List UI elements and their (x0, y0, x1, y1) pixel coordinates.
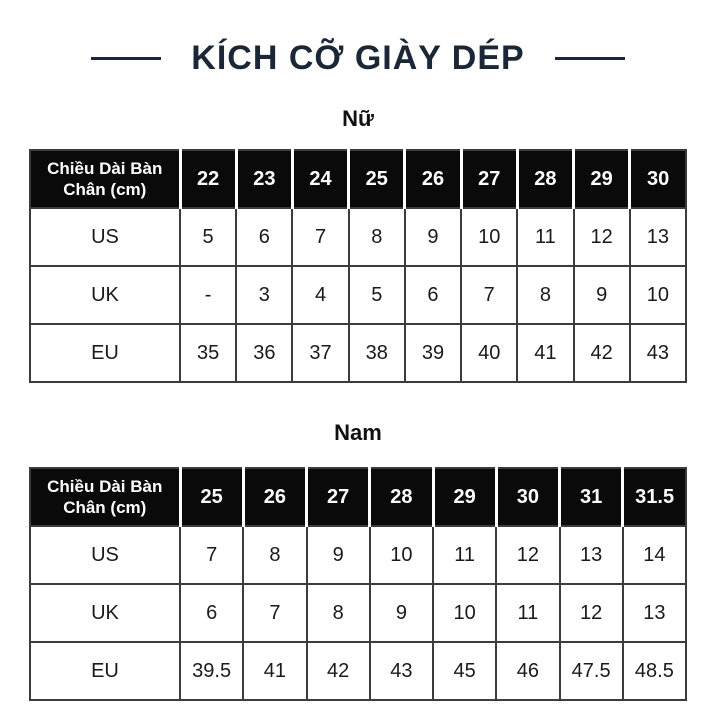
foot-length-value-cell: 28 (517, 150, 573, 208)
men-section-label: Nam (334, 420, 382, 445)
size-value-cell: 43 (370, 642, 433, 700)
size-value-cell: 7 (180, 526, 243, 584)
size-value-cell: 10 (461, 208, 517, 266)
men-size-table (29, 467, 687, 701)
men-sizes-section (0, 420, 716, 701)
foot-length-value-cell: 26 (243, 468, 306, 526)
foot-length-value-cell: 28 (370, 468, 433, 526)
foot-length-value-cell: 31 (560, 468, 623, 526)
size-value-cell: 43 (630, 324, 686, 382)
size-value-cell: 46 (496, 642, 559, 700)
title-dash-left (91, 57, 161, 60)
size-row-us (30, 526, 686, 584)
foot-length-value-cell: 27 (461, 150, 517, 208)
size-standard-label: EU (30, 324, 180, 382)
size-value-cell: 3 (236, 266, 292, 324)
size-value-cell: 9 (574, 266, 630, 324)
size-value-cell: 8 (243, 526, 306, 584)
size-value-cell: 45 (433, 642, 496, 700)
size-value-cell: 35 (180, 324, 236, 382)
foot-length-value-cell: 31.5 (623, 468, 686, 526)
size-value-cell: 8 (349, 208, 405, 266)
size-value-cell: 36 (236, 324, 292, 382)
foot-length-value-cell: 29 (433, 468, 496, 526)
foot-length-value-cell: 23 (236, 150, 292, 208)
size-value-cell: 10 (370, 526, 433, 584)
size-value-cell: 5 (180, 208, 236, 266)
size-value-cell: 13 (560, 526, 623, 584)
size-value-cell: 13 (623, 584, 686, 642)
foot-length-value-cell: 27 (307, 468, 370, 526)
size-value-cell: 48.5 (623, 642, 686, 700)
size-value-cell: 12 (574, 208, 630, 266)
size-value-cell: 8 (517, 266, 573, 324)
size-value-cell: 9 (307, 526, 370, 584)
size-value-cell: 14 (623, 526, 686, 584)
size-value-cell: 6 (236, 208, 292, 266)
size-value-cell: 4 (292, 266, 348, 324)
title-dash-right (555, 57, 625, 60)
size-row-us (30, 208, 686, 266)
size-row-eu (30, 642, 686, 700)
size-standard-label: EU (30, 642, 180, 700)
size-row-uk (30, 266, 686, 324)
foot-length-value-cell: 25 (180, 468, 243, 526)
foot-length-value-cell: 30 (630, 150, 686, 208)
size-value-cell: 47.5 (560, 642, 623, 700)
size-value-cell: 9 (405, 208, 461, 266)
size-standard-label: US (30, 208, 180, 266)
size-value-cell: 6 (405, 266, 461, 324)
page-title: KÍCH CỠ GIÀY DÉP (191, 38, 525, 77)
size-value-cell: 12 (496, 526, 559, 584)
foot-length-header-cell: Chiều Dài Bàn Chân (cm) (30, 150, 180, 208)
size-value-cell: 42 (574, 324, 630, 382)
size-value-cell: 8 (307, 584, 370, 642)
size-value-cell: 11 (433, 526, 496, 584)
foot-length-value-cell: 29 (574, 150, 630, 208)
size-value-cell: 39 (405, 324, 461, 382)
size-value-cell: 11 (496, 584, 559, 642)
size-value-cell: 41 (243, 642, 306, 700)
size-value-cell: 7 (243, 584, 306, 642)
size-standard-label: UK (30, 584, 180, 642)
size-value-cell: 10 (630, 266, 686, 324)
women-table-header-row (30, 150, 686, 208)
size-value-cell: 7 (461, 266, 517, 324)
women-section-label: Nữ (342, 106, 374, 131)
page-header (0, 36, 716, 80)
size-value-cell: - (180, 266, 236, 324)
foot-length-value-cell: 25 (349, 150, 405, 208)
size-value-cell: 6 (180, 584, 243, 642)
size-value-cell: 13 (630, 208, 686, 266)
size-row-eu (30, 324, 686, 382)
size-value-cell: 5 (349, 266, 405, 324)
size-value-cell: 9 (370, 584, 433, 642)
size-value-cell: 42 (307, 642, 370, 700)
size-value-cell: 40 (461, 324, 517, 382)
foot-length-value-cell: 30 (496, 468, 559, 526)
size-value-cell: 12 (560, 584, 623, 642)
foot-length-value-cell: 22 (180, 150, 236, 208)
size-value-cell: 37 (292, 324, 348, 382)
size-value-cell: 10 (433, 584, 496, 642)
foot-length-value-cell: 26 (405, 150, 461, 208)
size-value-cell: 39.5 (180, 642, 243, 700)
size-value-cell: 11 (517, 208, 573, 266)
size-standard-label: UK (30, 266, 180, 324)
men-table-header-row (30, 468, 686, 526)
size-row-uk (30, 584, 686, 642)
size-value-cell: 38 (349, 324, 405, 382)
women-size-table (29, 149, 687, 383)
women-sizes-section (0, 106, 716, 383)
size-value-cell: 7 (292, 208, 348, 266)
foot-length-value-cell: 24 (292, 150, 348, 208)
size-value-cell: 41 (517, 324, 573, 382)
foot-length-header-cell: Chiều Dài Bàn Chân (cm) (30, 468, 180, 526)
size-standard-label: US (30, 526, 180, 584)
